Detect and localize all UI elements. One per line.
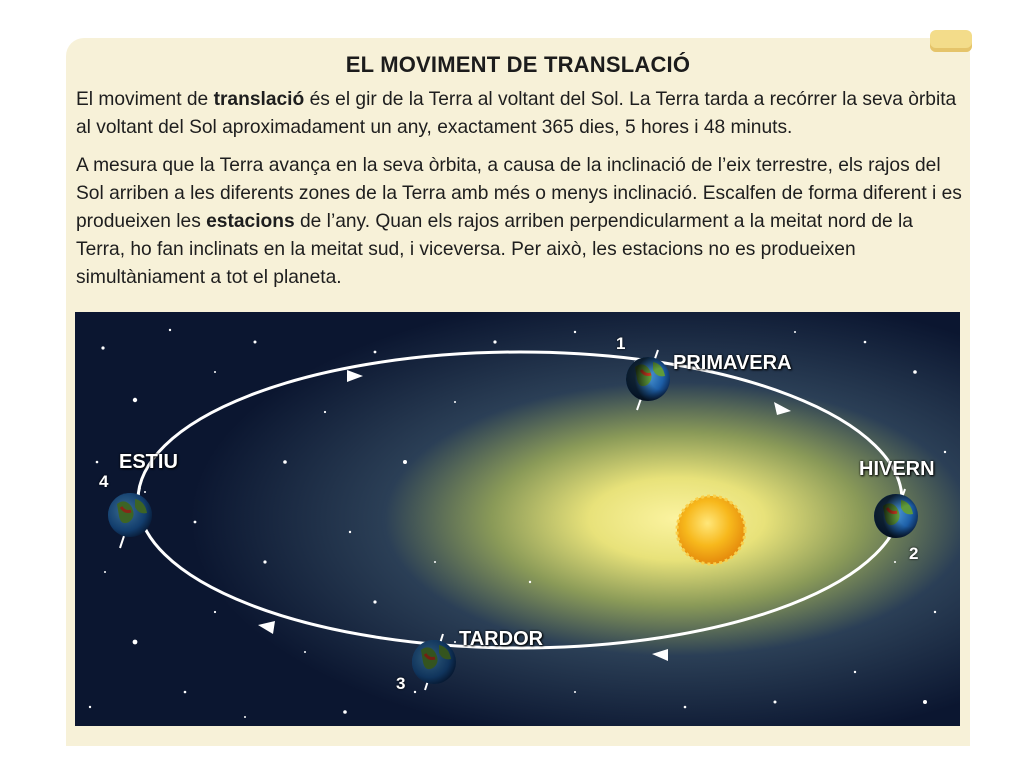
keyword-translacio: translació bbox=[213, 89, 305, 110]
page-title: EL MOVIMENT DE TRANSLACIÓ bbox=[345, 52, 691, 77]
space-background bbox=[75, 312, 960, 726]
season-label-estiu: ESTIU bbox=[119, 451, 178, 473]
keyword-estacions: estacions bbox=[206, 211, 295, 232]
paragraph-text: és el gir de la Terra al voltant del Sol. La Terra tarda a recórrer la seva òrbita al voltant del Sol aproximadament un any, exactament 365 dies, 5 hores i 48 minuts. bbox=[76, 89, 957, 138]
season-label-tardor: TARDOR bbox=[459, 628, 544, 650]
corner-tab bbox=[930, 30, 972, 52]
position-number-1: 1 bbox=[616, 334, 626, 353]
position-number-4: 4 bbox=[99, 472, 109, 491]
position-number-3: 3 bbox=[396, 674, 406, 693]
paragraph-text: A mesura que la Terra avança en la seva òrbita, a causa de la inclinació de l’eix terrestre, els rajos del Sol arriben a les diferents zones de la Terra amb més o menys inclinació. Escalfen de forma diferent i es produeixen les bbox=[76, 155, 962, 232]
position-number-2: 2 bbox=[909, 544, 919, 563]
season-label-hivern: HIVERN bbox=[859, 458, 935, 480]
paragraph-text: El moviment de bbox=[76, 89, 214, 110]
paragraph-seasons bbox=[76, 152, 966, 292]
season-label-primavera: PRIMAVERA bbox=[673, 352, 792, 374]
paragraph-translation bbox=[76, 86, 966, 142]
orbit-diagram bbox=[75, 312, 960, 726]
paragraph-text: de l’any. Quan els rajos arriben perpendicularment a la meitat nord de la Terra, ho fan inclinats en la meitat sud, i viceversa. Per això, les estacions no es produeixen simultàniament a tot el planeta. bbox=[76, 211, 913, 288]
orbit-diagram-graphic bbox=[75, 312, 960, 726]
